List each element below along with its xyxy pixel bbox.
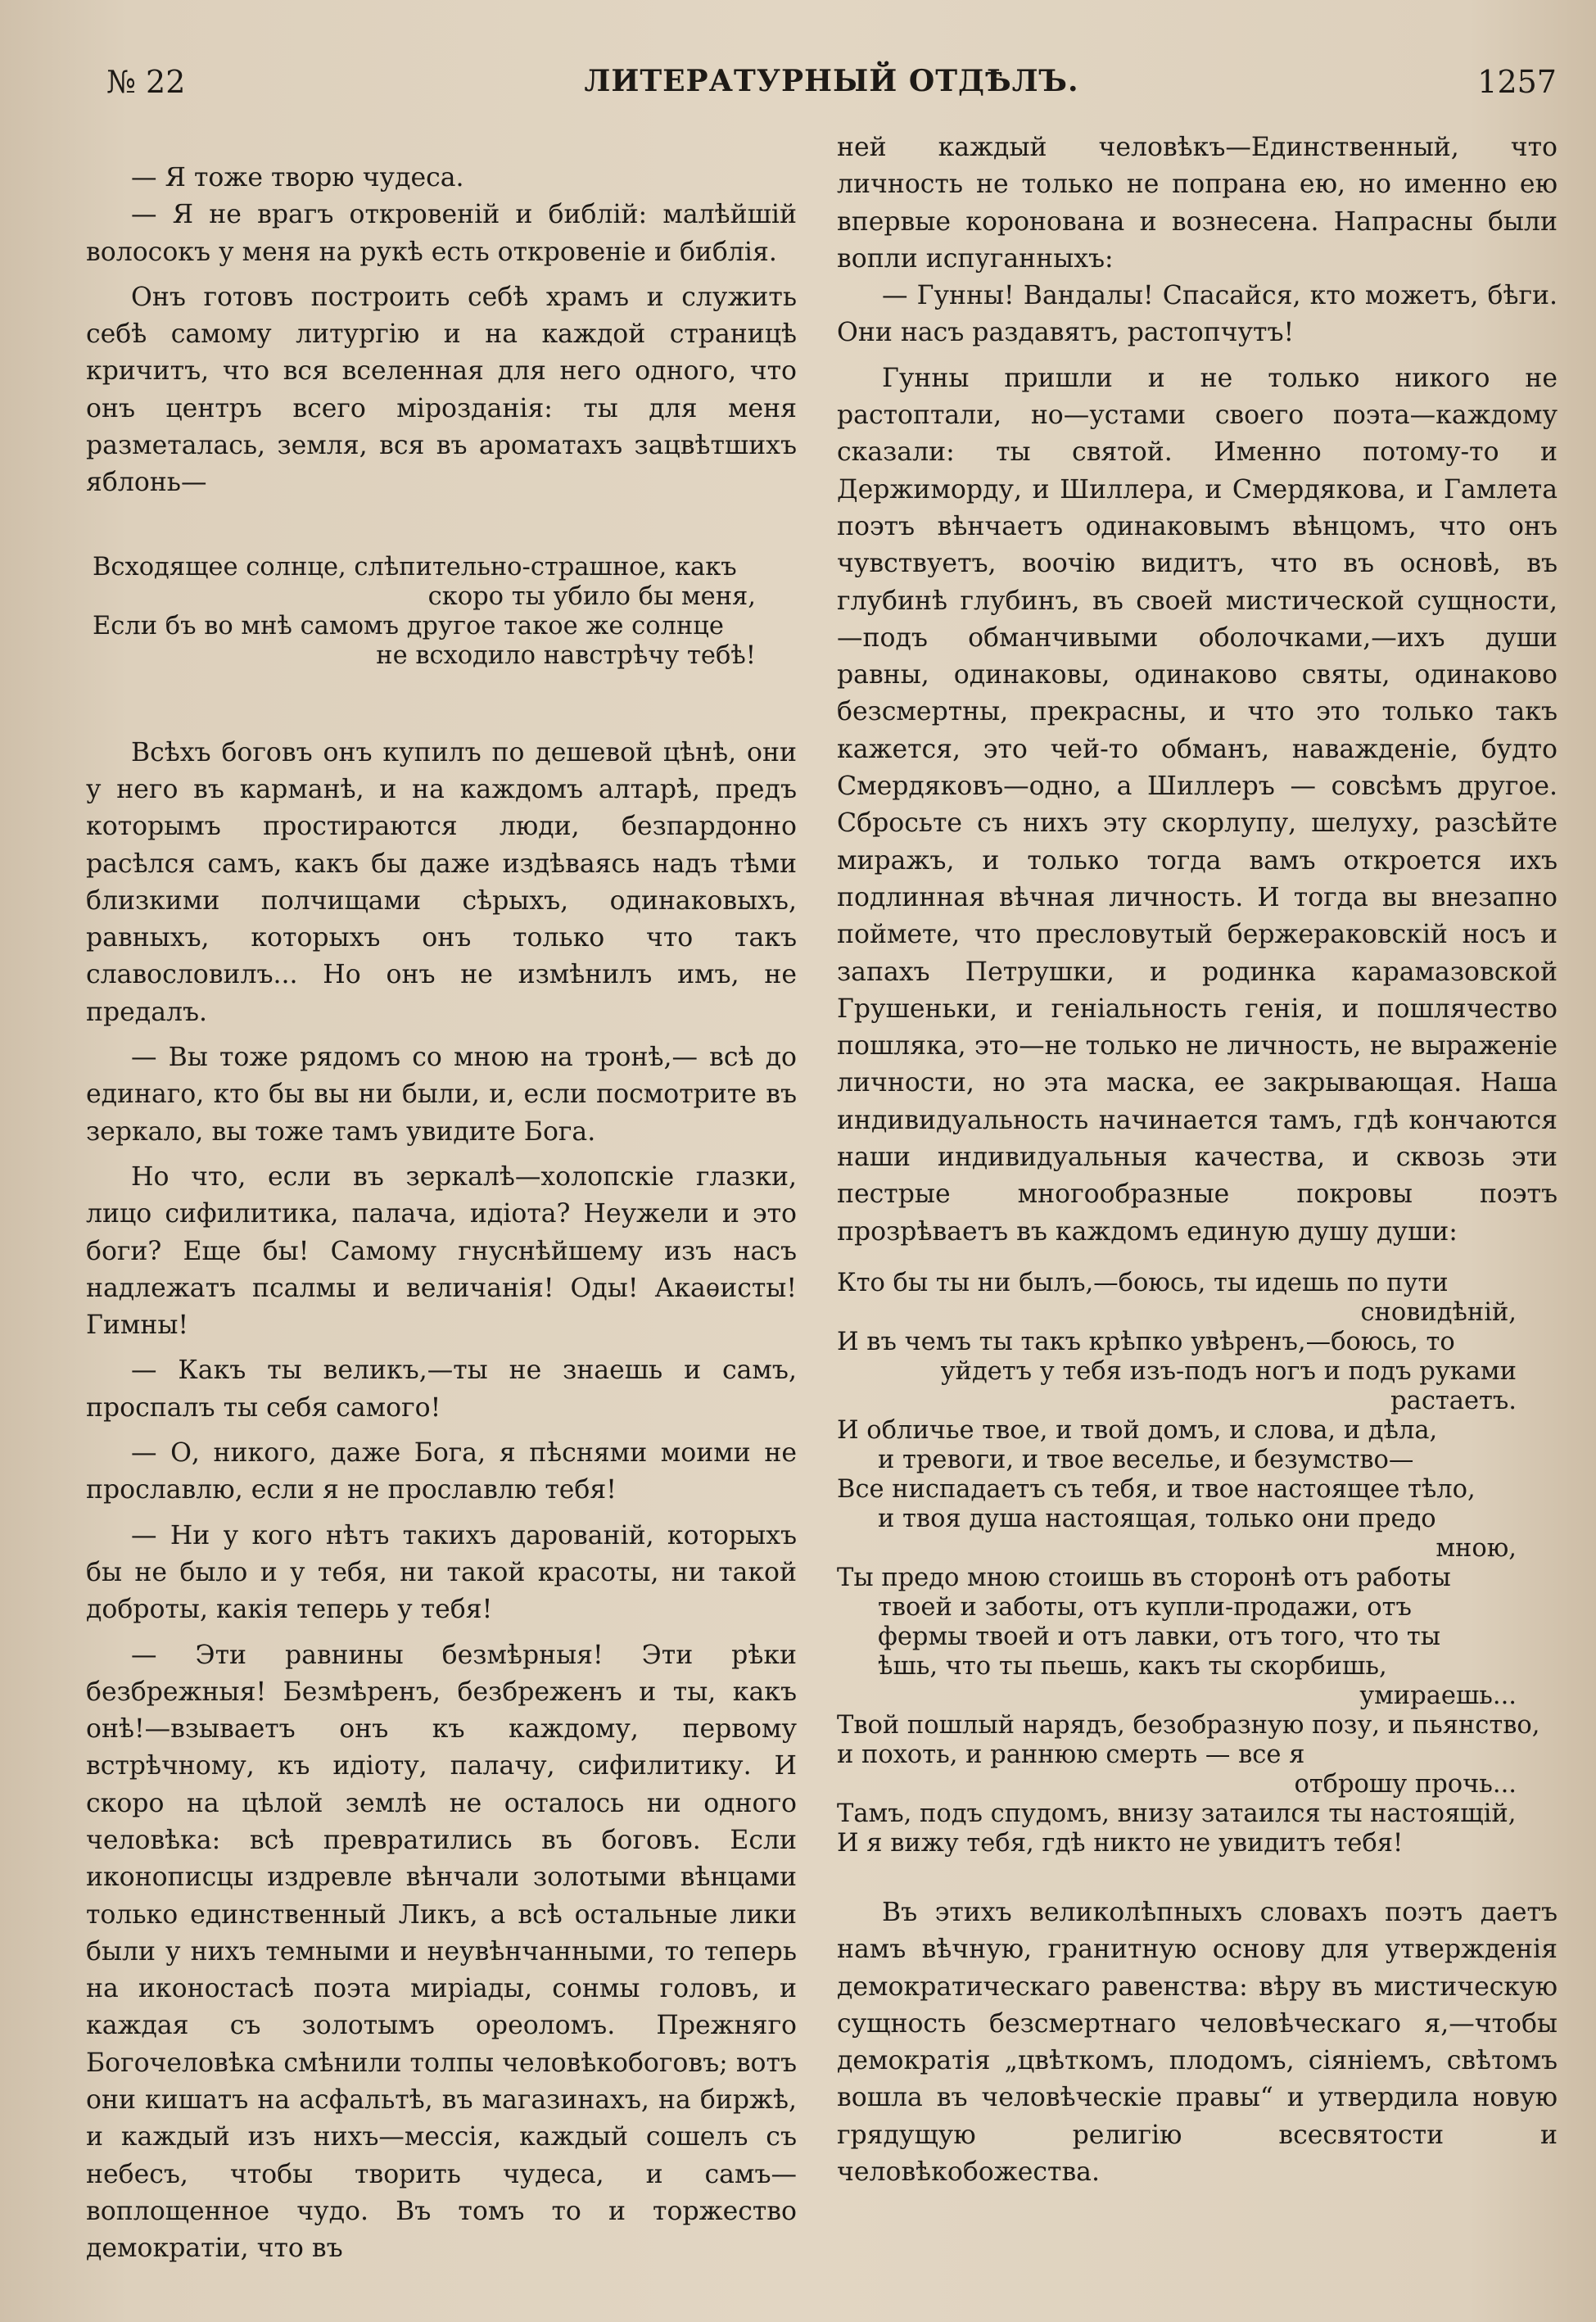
poem-line: скоро ты убило бы меня, [427,582,756,611]
poem-line: И въ чемъ ты такъ крѣпко увѣренъ,—боюсь, то [837,1327,1455,1356]
paragraph: — Эти равнины безмѣрныя! Эти рѣки безбрежныя! Безмѣренъ, безбреженъ и ты, какъ онѣ!—взываетъ онъ къ каждому, первому встрѣчному, къ идіоту, палачу, сифилитику. И скоро на цѣлой землѣ не осталось ни одного человѣка: всѣ превратились въ боговъ. Если иконописцы издревле вѣнчали золотыми вѣнцами только единственный Ликъ, а всѣ остальные лики были у нихъ темными и неувѣнчанными, то теперь на иконостасѣ поэта миріады, сонмы головъ, и каждая съ золотымъ ореоломъ. Прежняго Богочеловѣка смѣнили толпы человѣкобоговъ; вотъ они кишатъ на асфальтѣ, въ магазинахъ, на биржѣ, и каждый изъ нихъ—мессія, каждый сошелъ съ небесъ, чтобы творить чудеса, и самъ—воплощенное чудо. Въ томъ то и торжество демократіи, что въ [86,1640,797,2264]
poem-line: И обличье твое, и твой домъ, и слова, и дѣла, [837,1415,1438,1445]
right-column [837,129,1558,2191]
poem-line: Тамъ, подъ спудомъ, внизу затаился ты настоящій, [837,1799,1517,1828]
paragraph: — Какъ ты великъ,—ты не знаешь и самъ, проспалъ ты себя самого! [86,1356,797,1423]
paragraph: ней каждый человѣкъ—Единственный, что личность не только не попрана ею, но именно ею впервые коронована и вознесена. Напрасны были вопли испуганныхъ: [837,133,1558,274]
paragraph: — Ни у кого нѣтъ такихъ дарованій, которыхъ бы не было и у тебя, ни такой красоты, ни такой доброты, какія теперь у тебя! [86,1520,797,1625]
paragraph: Гунны пришли и не только никого не растоптали, но—устами своего поэта—каждому сказали: ты святой. Именно потому-то и Держиморду, и Шиллера, и Смердякова, и Гамлета поэтъ вѣнчаетъ одинаковымъ вѣнцомъ, что онъ чувствуетъ, воочію видитъ, что въ основѣ, въ глубинѣ глубинъ, въ своей мистической сущности,—подъ обманчивыми оболочками,—ихъ души равны, одинаковы, одинаково святы, одинаково безсмертны, прекрасны, и что это только такъ кажется, это чей-то обманъ, наважденіе, будто Смердяковъ—одно, а Шиллеръ — совсѣмъ другое. Сбросьте съ нихъ эту скорлупу, шелуху, разсѣйте миражъ, и только тогда вамъ откроется ихъ подлинная вѣчная личность. И тогда вы внезапно поймете, что пресловутый бержераковскій носъ и запахъ Петрушки, и родинка карамазовской Грушеньки, и геніальность генія, и пошлячество пошляка, это—не только не личность, не выраженіе личности, но эта маска, ее закрывающая. Наша индивидуальность начинается тамъ, гдѣ кончаются наши индивидуальныя качества, и сквозь эти пестрые многообразные покровы поэтъ прозрѣваетъ въ каждомъ единую душу души: [837,363,1558,1247]
poem-line: ѣшь, что ты пьешь, какъ ты скорбишь, [878,1651,1387,1681]
left-column [86,160,797,2268]
poem-line: Всходящее солнце, слѣпительно-страшное, какъ [93,552,737,582]
poem-line: отброшу прочь... [1294,1769,1517,1799]
paragraph: Въ этихъ великолѣпныхъ словахъ поэтъ даетъ намъ вѣчную, гранитную основу для утвержденія демократическаго равенства: вѣру въ мистическую сущность безсмертнаго человѣческаго я,—чтобы демократія „цвѣткомъ, плодомъ, сіяніемъ, свѣтомъ вошла въ человѣческіе правы“ и утвердила новую грядущую религію всесвятости и человѣкобожества. [837,1897,1558,2187]
poem-quote [837,1269,1558,1858]
issue-number: № 22 [106,64,186,100]
poem-line: Если бъ во мнѣ самомъ другое такое же солнце [93,611,724,640]
section-title: ЛИТЕРАТУРНЫЙ ОТДѢЛЪ. [584,64,1079,98]
poem-line: умираешь... [1359,1681,1517,1710]
poem-line: И я вижу тебя, гдѣ никто не увидитъ тебя! [837,1828,1404,1858]
poem-line: фермы твоей и отъ лавки, отъ того, что ты [878,1622,1441,1651]
page-number: 1257 [1477,64,1557,100]
poem-line: и тревоги, и твое веселье, и безумство— [878,1445,1414,1474]
poem-line: Все ниспадаетъ съ тебя, и твое настоящее тѣло, [837,1474,1476,1504]
poem-line: мною, [1435,1533,1517,1563]
poem-line: Твой пошлый нарядъ, безобразную позу, и пьянство, и похоть, и раннюю смерть — все я [837,1710,1540,1769]
paragraph: — Я тоже творю чудеса. [131,163,464,192]
poem-line: твоей и заботы, отъ купли-продажи, отъ [878,1592,1412,1622]
poem-quote [86,553,797,671]
poem-line: не всходило навстрѣчу тебѣ! [376,640,756,670]
paragraph: — Гунны! Вандалы! Спасайся, кто можетъ, бѣги. Они насъ раздавятъ, растопчутъ! [837,281,1558,348]
poem-line: растаетъ. [1390,1386,1517,1415]
poem-line: уйдетъ у тебя изъ-подъ ногъ и подъ руками [940,1356,1517,1386]
paragraph: Всѣхъ боговъ онъ купилъ по дешевой цѣнѣ, они у него въ карманѣ, и на каждомъ алтарѣ, предъ которымъ простираются люди, безпардонно расѣлся самъ, какъ бы даже издѣваясь надъ тѣми близкими полчищами сѣрыхъ, одинаковыхъ, равныхъ, которыхъ онъ только что такъ славословилъ... Но онъ не измѣнилъ имъ, не предалъ. [86,737,797,1027]
page-header [106,64,1557,113]
poem-line: Кто бы ты ни былъ,—боюсь, ты идешь по пути [837,1268,1449,1297]
paragraph: — Вы тоже рядомъ со мною на тронѣ,— всѣ до единаго, кто бы вы ни были, и, если посмотрите въ зеркало, вы тоже тамъ увидите Бога. [86,1043,797,1147]
paragraph: Но что, если въ зеркалѣ—холопскіе глазки, лицо сифилитика, палача, идіота? Неужели и это боги? Еще бы! Самому гнуснѣйшему изъ насъ надлежатъ псалмы и величанія! Оды! Акаѳисты! Гимны! [86,1161,797,1341]
paragraph: — Я не врагъ откровеній и библій: малѣйшій волосокъ у меня на рукѣ есть откровеніе и библія. [86,200,797,267]
paragraph: — О, никого, даже Бога, я пѣснями моими не прославлю, если я не прославлю тебя! [86,1438,797,1505]
poem-line: сновидѣній, [1360,1297,1517,1327]
paragraph: Онъ готовъ построить себѣ храмъ и служить себѣ самому литургію и на каждой страницѣ кричитъ, что вся вселенная для него одного, что онъ центръ всего мірозданія: ты для меня разметалась, земля, вся въ ароматахъ зацвѣтшихъ яблонь— [86,282,797,498]
poem-line: Ты предо мною стоишь въ сторонѣ отъ работы [837,1563,1451,1592]
poem-line: и твоя душа настоящая, только они предо [878,1504,1436,1533]
